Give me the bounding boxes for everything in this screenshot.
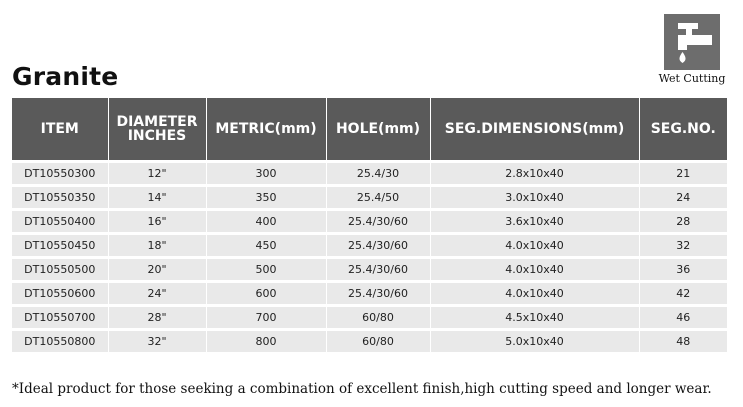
- cell-diameter: 18": [108, 234, 206, 258]
- cell-seg-dimensions: 4.0x10x40: [430, 234, 639, 258]
- cell-metric: 600: [206, 282, 326, 306]
- cell-metric: 800: [206, 330, 326, 354]
- wet-cutting-badge: [654, 14, 730, 85]
- cell-metric: 500: [206, 258, 326, 282]
- cell-seg-dimensions: 4.0x10x40: [430, 258, 639, 282]
- cell-item: DT10550700: [12, 306, 108, 330]
- table-row: [12, 234, 727, 258]
- cell-seg-dimensions: 3.0x10x40: [430, 186, 639, 210]
- wet-cutting-faucet-icon: [664, 14, 720, 70]
- cell-diameter: 32": [108, 330, 206, 354]
- cell-metric: 700: [206, 306, 326, 330]
- cell-hole: 25.4/30: [326, 162, 430, 186]
- table-row: [12, 210, 727, 234]
- cell-diameter: 28": [108, 306, 206, 330]
- cell-item: DT10550350: [12, 186, 108, 210]
- header-seg-no: SEG.NO.: [639, 98, 727, 162]
- cell-metric: 300: [206, 162, 326, 186]
- cell-hole: 25.4/50: [326, 186, 430, 210]
- cell-item: DT10550500: [12, 258, 108, 282]
- cell-hole: 25.4/30/60: [326, 258, 430, 282]
- cell-diameter: 14": [108, 186, 206, 210]
- cell-diameter: 20": [108, 258, 206, 282]
- table-row: [12, 186, 727, 210]
- cell-hole: 60/80: [326, 330, 430, 354]
- table-row: [12, 162, 727, 186]
- cell-item: DT10550600: [12, 282, 108, 306]
- cell-metric: 450: [206, 234, 326, 258]
- cell-seg-dimensions: 4.0x10x40: [430, 282, 639, 306]
- table-header-row: [12, 98, 727, 162]
- footnote: *Ideal product for those seeking a combination of excellent finish,high cutting speed and longer wear.: [12, 381, 712, 397]
- cell-seg-no: 46: [639, 306, 727, 330]
- cell-diameter: 24": [108, 282, 206, 306]
- header-metric: METRIC(mm): [206, 98, 326, 162]
- header-item: ITEM: [12, 98, 108, 162]
- table-row: [12, 258, 727, 282]
- table-row: [12, 282, 727, 306]
- cell-hole: 25.4/30/60: [326, 210, 430, 234]
- cell-hole: 60/80: [326, 306, 430, 330]
- cell-seg-no: 28: [639, 210, 727, 234]
- header-diameter-label: DIAMETER INCHES: [116, 114, 198, 144]
- header-seg-dimensions: SEG.DIMENSIONS(mm): [430, 98, 639, 162]
- cell-metric: 400: [206, 210, 326, 234]
- cell-item: DT10550800: [12, 330, 108, 354]
- cell-diameter: 12": [108, 162, 206, 186]
- cell-hole: 25.4/30/60: [326, 234, 430, 258]
- cell-seg-no: 36: [639, 258, 727, 282]
- cell-seg-no: 48: [639, 330, 727, 354]
- cell-item: DT10550400: [12, 210, 108, 234]
- cell-item: DT10550300: [12, 162, 108, 186]
- cell-seg-dimensions: 3.6x10x40: [430, 210, 639, 234]
- cell-diameter: 16": [108, 210, 206, 234]
- specification-table: [12, 98, 727, 355]
- cell-seg-no: 24: [639, 186, 727, 210]
- table-row: [12, 330, 727, 354]
- cell-seg-dimensions: 5.0x10x40: [430, 330, 639, 354]
- cell-seg-no: 32: [639, 234, 727, 258]
- cell-seg-no: 42: [639, 282, 727, 306]
- cell-item: DT10550450: [12, 234, 108, 258]
- wet-cutting-label: Wet Cutting: [658, 72, 726, 85]
- cell-seg-dimensions: 2.8x10x40: [430, 162, 639, 186]
- cell-seg-dimensions: 4.5x10x40: [430, 306, 639, 330]
- header-hole: HOLE(mm): [326, 98, 430, 162]
- cell-seg-no: 21: [639, 162, 727, 186]
- cell-hole: 25.4/30/60: [326, 282, 430, 306]
- header-diameter-inches: [108, 98, 206, 162]
- cell-metric: 350: [206, 186, 326, 210]
- table-row: [12, 306, 727, 330]
- product-title: Granite: [12, 62, 119, 91]
